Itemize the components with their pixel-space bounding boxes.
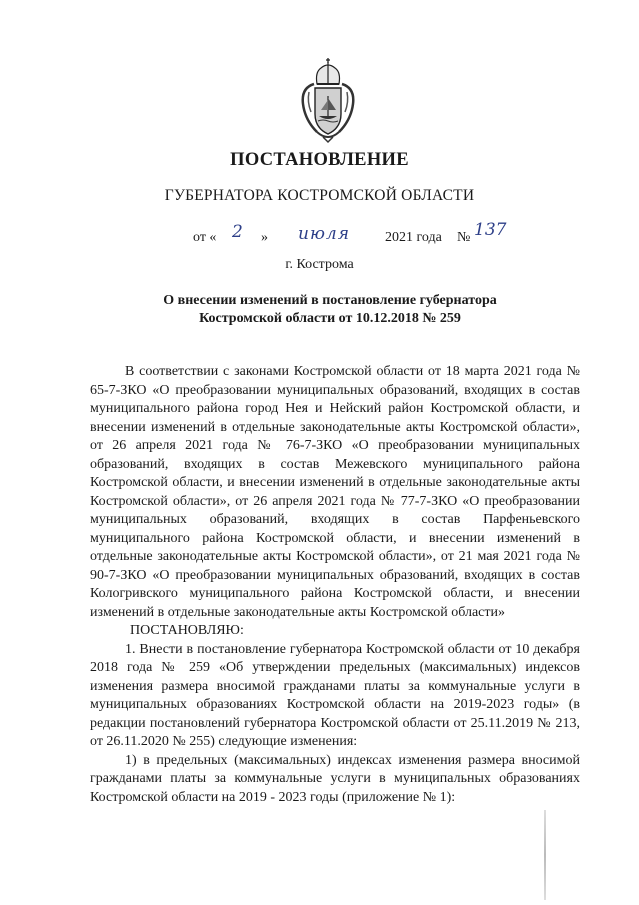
coat-of-arms-emblem (297, 58, 359, 144)
scan-edge-artifact (544, 810, 546, 900)
preamble-paragraph: В соответствии с законами Костромской области от 18 марта 2021 года № 65-7-ЗКО «О преобразовании муниципальных образований, входящих в состав муниципального района город Нея и Нейский район Костромской области, и внесении изменений в отдельные законодательные акты Костромской области», от 26 апреля 2021 года № 76-7-ЗКО «О преобразовании муниципальных образований, входящих в состав Межевского муниципального района Костромской области, и внесении изменений в отдельные законодательные акты Костромской области», от 26 апреля 2021 года № 77-7-ЗКО «О преобразовании муниципальных образований, входящих в состав Парфеньевского муниципального района Костромской области, и внесении изменений в отдельные законодательные акты Костромской области», от 21 мая 2021 года № 90-7-ЗКО «О преобразовании муниципальных образований, входящих в состав Кологривского муниципального района Костромской области, и внесении изменений в отдельные законодательные акты Костромской области» (90, 364, 580, 620)
date-close-quote: » (261, 230, 268, 245)
document-body (90, 363, 580, 807)
document-title: ПОСТАНОВЛЕНИЕ (230, 150, 409, 170)
document-number-handwritten: 137 (474, 220, 507, 240)
date-line (0, 220, 639, 250)
item-1-paragraph: 1. Внести в постановление губернатора Костромской области от 10 декабря 2018 года № 259 «Об утверждении предельных (максимальных) индексов изменения размера вносимой гражданами платы за коммунальные услуги в муниципальных образованиях Костромской области на 2019-2023 годы» (в редакции постановлений губернатора Костромской области от 25.11.2019 № 213, от 26.11.2020 № 255) следующие изменения: (90, 641, 580, 749)
document-heading (120, 292, 540, 328)
document-subtitle: ГУБЕРНАТОРА КОСТРОМСКОЙ ОБЛАСТИ (164, 187, 475, 204)
document-city: г. Кострома (285, 257, 354, 272)
date-day-handwritten: 2 (232, 222, 243, 242)
heading-line-1: О внесении изменений в постановление губернатора (163, 293, 497, 308)
item-1-1-paragraph: 1) в предельных (максимальных) индексах изменения размера вносимой гражданами платы за коммунальные услуги в муниципальных образованиях Костромской области на 2019 - 2023 годы (приложение № 1): (90, 752, 580, 805)
date-year: 2021 года (385, 230, 442, 245)
resolve-statement: ПОСТАНОВЛЯЮ: (130, 623, 244, 638)
number-label: № (457, 230, 471, 245)
date-prefix: от « (193, 230, 217, 245)
heading-line-2: Костромской области от 10.12.2018 № 259 (199, 311, 461, 326)
date-month-handwritten: июля (298, 224, 350, 244)
